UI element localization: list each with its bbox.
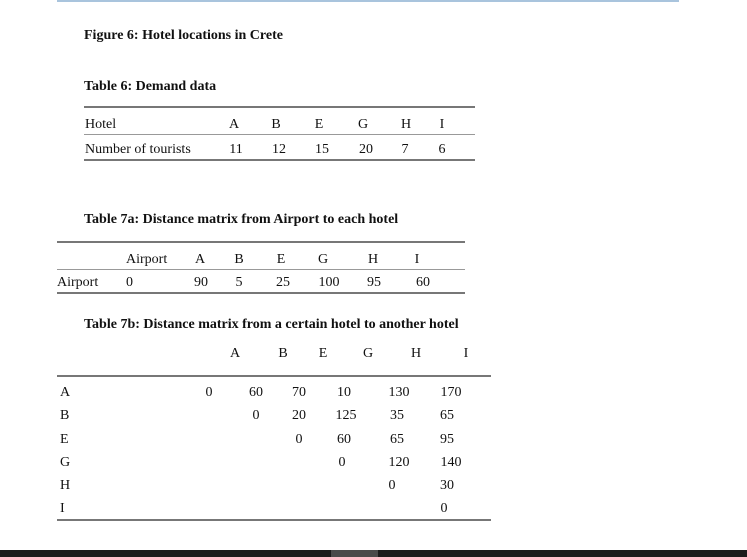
table7a-cell: 60 bbox=[416, 275, 430, 290]
table7b-col-header: H bbox=[410, 346, 422, 361]
table6-bottom-rule bbox=[84, 159, 475, 161]
table7b-cell: 120 bbox=[388, 455, 410, 470]
table7b-cell: 0 bbox=[388, 478, 396, 493]
table7b-col-header: G bbox=[362, 346, 374, 361]
table7a-cell: 90 bbox=[194, 275, 208, 290]
table6-mid-rule bbox=[84, 134, 475, 135]
table7b-cell: 65 bbox=[390, 432, 404, 447]
table7b-cell: 0 bbox=[295, 432, 303, 447]
table7a-col-header: G bbox=[317, 252, 329, 267]
table7a-cell: 0 bbox=[126, 275, 133, 290]
table7b-row-label: I bbox=[60, 501, 65, 516]
table7b-cell: 60 bbox=[249, 385, 263, 400]
table7a-col-header: Airport bbox=[126, 252, 168, 267]
table6-tourists-cell: 6 bbox=[438, 142, 446, 157]
table7b-cell: 20 bbox=[292, 408, 306, 423]
table7b-cell: 130 bbox=[388, 385, 410, 400]
table7a-col-header: I bbox=[414, 252, 420, 267]
top-accent-bar bbox=[57, 0, 679, 2]
table6-hotel-cell: H bbox=[400, 117, 412, 132]
table7b-col-header: B bbox=[278, 346, 288, 361]
table6-tourists-cell: 20 bbox=[359, 142, 373, 157]
table7b-cell: 170 bbox=[440, 385, 462, 400]
table6-row1-label: Hotel bbox=[85, 117, 117, 132]
table7b-col-header: I bbox=[463, 346, 469, 361]
table7b-cell: 0 bbox=[440, 501, 448, 516]
table7b-cell: 70 bbox=[292, 385, 306, 400]
table7b-cell: 0 bbox=[252, 408, 260, 423]
table7b-cell: 35 bbox=[390, 408, 404, 423]
table7b-cell: 65 bbox=[440, 408, 454, 423]
table7b-title: Table 7b: Distance matrix from a certain hotel to another hotel bbox=[84, 317, 459, 332]
table7a-mid-rule bbox=[57, 269, 465, 270]
table7a-top-rule bbox=[57, 241, 465, 243]
table6-hotel-cell: G bbox=[357, 117, 369, 132]
table7a-cell: 95 bbox=[367, 275, 381, 290]
table7b-cell: 140 bbox=[440, 455, 462, 470]
table7b-cell: 0 bbox=[205, 385, 213, 400]
bottom-scrollbar[interactable] bbox=[0, 550, 747, 557]
table7b-row-label: A bbox=[60, 385, 71, 400]
table7a-row-label: Airport bbox=[57, 275, 99, 290]
table7a-col-header: B bbox=[234, 252, 244, 267]
table7b-cell: 30 bbox=[440, 478, 454, 493]
table7b-top-rule bbox=[57, 375, 491, 377]
figure-caption: Figure 6: Hotel locations in Crete bbox=[84, 28, 283, 43]
table7b-bottom-rule bbox=[57, 519, 491, 521]
table7b-row-label: H bbox=[60, 478, 71, 493]
table7b-row-label: B bbox=[60, 408, 70, 423]
table7b-col-header: A bbox=[229, 346, 241, 361]
table7a-cell: 100 bbox=[318, 275, 340, 290]
table7b-cell: 125 bbox=[335, 408, 357, 423]
table6-hotel-cell: I bbox=[439, 117, 445, 132]
table6-top-rule bbox=[84, 106, 475, 108]
table7b-col-header: E bbox=[318, 346, 328, 361]
table7a-bottom-rule bbox=[57, 292, 465, 294]
table6-tourists-cell: 15 bbox=[315, 142, 329, 157]
table6-row2-label: Number of tourists bbox=[85, 142, 191, 157]
table6-hotel-cell: A bbox=[228, 117, 240, 132]
table7a-title: Table 7a: Distance matrix from Airport to each hotel bbox=[84, 212, 399, 227]
table7b-cell: 0 bbox=[338, 455, 346, 470]
table7a-col-header: H bbox=[367, 252, 379, 267]
table6-tourists-cell: 12 bbox=[272, 142, 286, 157]
table6-hotel-cell: E bbox=[314, 117, 324, 132]
table7b-cell: 95 bbox=[440, 432, 454, 447]
table6-tourists-cell: 7 bbox=[401, 142, 409, 157]
table7a-col-header: A bbox=[194, 252, 206, 267]
table6-hotel-cell: B bbox=[271, 117, 281, 132]
table6-tourists-cell: 11 bbox=[229, 142, 243, 157]
table7a-cell: 5 bbox=[235, 275, 243, 290]
table7b-row-label: E bbox=[60, 432, 69, 447]
scrollbar-thumb[interactable] bbox=[331, 550, 378, 557]
table7b-row-label: G bbox=[60, 455, 71, 470]
table6-title: Table 6: Demand data bbox=[84, 79, 217, 94]
table7a-cell: 25 bbox=[276, 275, 290, 290]
table7a-col-header: E bbox=[276, 252, 286, 267]
table7b-cell: 10 bbox=[337, 385, 351, 400]
table7b-cell: 60 bbox=[337, 432, 351, 447]
